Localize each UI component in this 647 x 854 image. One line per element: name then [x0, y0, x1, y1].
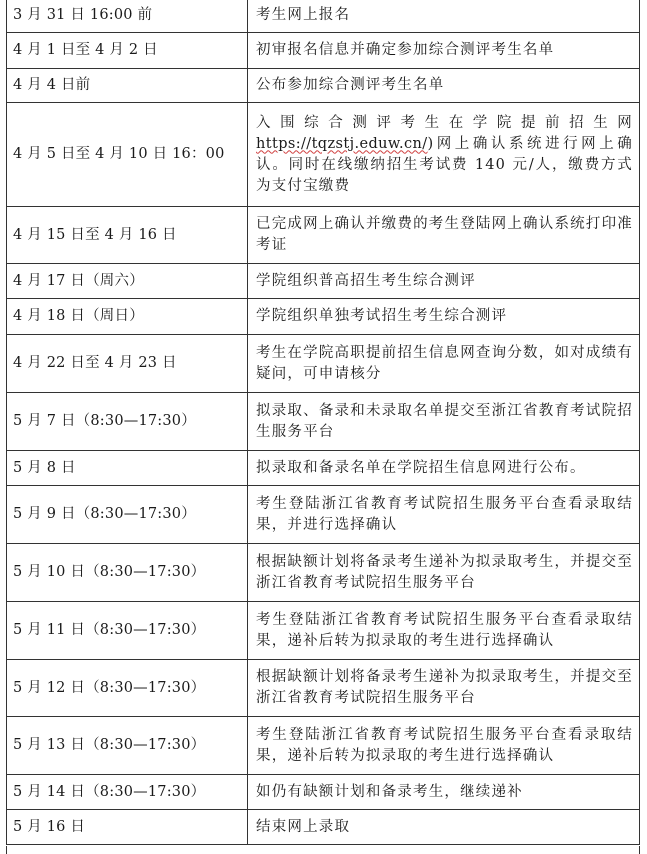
row-event: 已完成网上确认并缴费的考生登陆网上确认系统打印准考证: [248, 207, 640, 264]
row-event: 结束网上录取: [248, 810, 640, 845]
row-date: 5 月 9 日（8:30—17:30）: [7, 486, 248, 544]
table-row: [7, 103, 640, 207]
table-row: [7, 393, 640, 451]
table-row: [7, 775, 640, 810]
event-text-post: )网上确认系统进行网上确认。同时在线缴纳招生考试费 140 元/人，缴费方式为支付宝缴费: [256, 135, 633, 194]
row-event: 考生登陆浙江省教育考试院招生服务平台查看录取结果，递补后转为拟录取的考生进行选择确认: [248, 717, 640, 775]
row-event: 考生登陆浙江省教育考试院招生服务平台查看录取结果，并进行选择确认: [248, 486, 640, 544]
row-event: [248, 103, 640, 207]
admission-site-link[interactable]: https://tqzstj.eduw.cn/: [256, 135, 428, 152]
row-date: 5 月 14 日（8:30—17:30）: [7, 775, 248, 810]
row-event: 考生登陆浙江省教育考试院招生服务平台查看录取结果，递补后转为拟录取的考生进行选择确认: [248, 602, 640, 660]
event-text-pre: 入 围 综 合 测 评 考 生 在 学 院 提 前 招 生 网: [256, 114, 633, 131]
row-date: 5 月 12 日（8:30—17:30）: [7, 660, 248, 717]
row-date: 5 月 8 日: [7, 451, 248, 486]
table-row: [7, 544, 640, 602]
table-row: [7, 0, 640, 33]
table-row: [7, 264, 640, 299]
row-event: 拟录取和备录名单在学院招生信息网进行公布。: [248, 451, 640, 486]
row-date: 3 月 31 日 16:00 前: [7, 0, 248, 33]
row-date: 4 月 1 日至 4 月 2 日: [7, 33, 248, 69]
row-date: 4 月 15 日至 4 月 16 日: [7, 207, 248, 264]
row-event: 根据缺额计划将备录考生递补为拟录取考生，并提交至浙江省教育考试院招生服务平台: [248, 660, 640, 717]
row-event: 根据缺额计划将备录考生递补为拟录取考生，并提交至浙江省教育考试院招生服务平台: [248, 544, 640, 602]
table-row: [7, 451, 640, 486]
row-date: 5 月 7 日（8:30—17:30）: [7, 393, 248, 451]
table-row: [7, 33, 640, 69]
table-row: [7, 810, 640, 845]
row-event: 学院组织普高招生考生综合测评: [248, 264, 640, 299]
row-date: 4 月 5 日至 4 月 10 日 16：00: [7, 103, 248, 207]
row-event: 拟录取、备录和未录取名单提交至浙江省教育考试院招生服务平台: [248, 393, 640, 451]
table-row: [7, 299, 640, 335]
table-row: [7, 335, 640, 393]
row-date: 5 月 10 日（8:30—17:30）: [7, 544, 248, 602]
row-event: 公布参加综合测评考生名单: [248, 69, 640, 103]
table-row: [7, 69, 640, 103]
row-date: 5 月 16 日: [7, 810, 248, 845]
row-date: 5 月 13 日（8:30—17:30）: [7, 717, 248, 775]
row-date: 4 月 4 日前: [7, 69, 248, 103]
row-date: 4 月 22 日至 4 月 23 日: [7, 335, 248, 393]
row-event: 如仍有缺额计划和备录考生，继续递补: [248, 775, 640, 810]
table-row: [7, 486, 640, 544]
table-row: [7, 717, 640, 775]
row-event: 学院组织单独考试招生考生综合测评: [248, 299, 640, 335]
row-date: 5 月 11 日（8:30—17:30）: [7, 602, 248, 660]
row-date: 4 月 17 日（周六）: [7, 264, 248, 299]
table-row: [7, 602, 640, 660]
row-event: 考生网上报名: [248, 0, 640, 33]
table-row: [7, 660, 640, 717]
admission-schedule-table: [6, 0, 640, 845]
table-continuation-edge: [6, 846, 640, 854]
table-row: [7, 207, 640, 264]
row-event: 考生在学院高职提前招生信息网查询分数，如对成绩有疑问，可申请核分: [248, 335, 640, 393]
row-event: 初审报名信息并确定参加综合测评考生名单: [248, 33, 640, 69]
row-date: 4 月 18 日（周日）: [7, 299, 248, 335]
